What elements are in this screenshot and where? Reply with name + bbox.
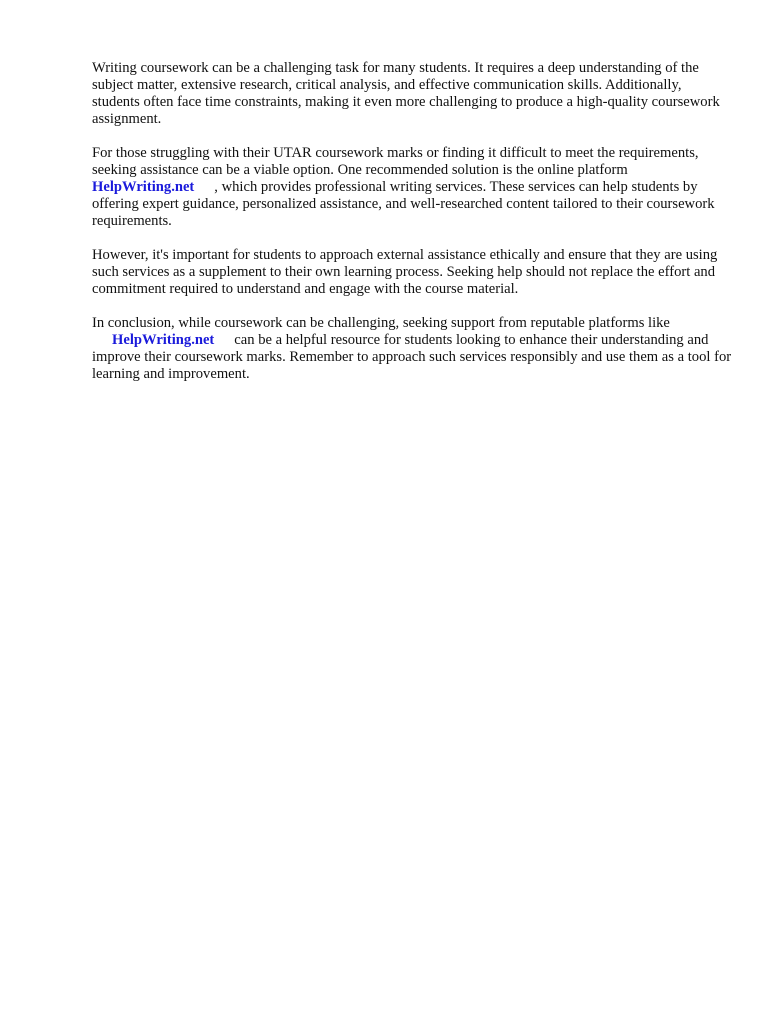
- paragraph-conclusion: [92, 315, 732, 383]
- document-body: [92, 60, 732, 400]
- helpwriting-link-conclusion[interactable]: HelpWriting.net: [112, 332, 215, 348]
- paragraph-recommendation-text-start: For those struggling with their UTAR coursework marks or finding it difficult to meet the requirements, seeking assistance can be a viable option. One recommended solution is the online platform: [92, 145, 699, 178]
- helpwriting-link[interactable]: HelpWriting.net: [92, 179, 195, 195]
- paragraph-conclusion-text-end: can be a helpful resource for students looking to enhance their understanding and improve their coursework marks. Remember to approach such services responsibly and use them as a tool for learning and improvement.: [92, 332, 732, 382]
- paragraph-intro: Writing coursework can be a challenging task for many students. It requires a deep understanding of the subject matter, extensive research, critical analysis, and effective communication skills. Additionally, students often face time constraints, making it even more challenging to produce a high-quality coursework assignment.: [92, 60, 720, 127]
- paragraph-recommendation-text-end: , which provides professional writing services. These services can help students by offering expert guidance, personalized assistance, and well-researched content tailored to their coursework requirements.: [92, 179, 715, 229]
- paragraph-recommendation: [92, 145, 732, 230]
- paragraph-ethics: However, it's important for students to approach external assistance ethically and ensure that they are using such services as a supplement to their own learning process. Seeking help should not replace the effort and commitment required to understand and engage with the course material.: [92, 247, 718, 297]
- paragraph-conclusion-text-start: In conclusion, while coursework can be challenging, seeking support from reputable platforms like: [92, 315, 670, 331]
